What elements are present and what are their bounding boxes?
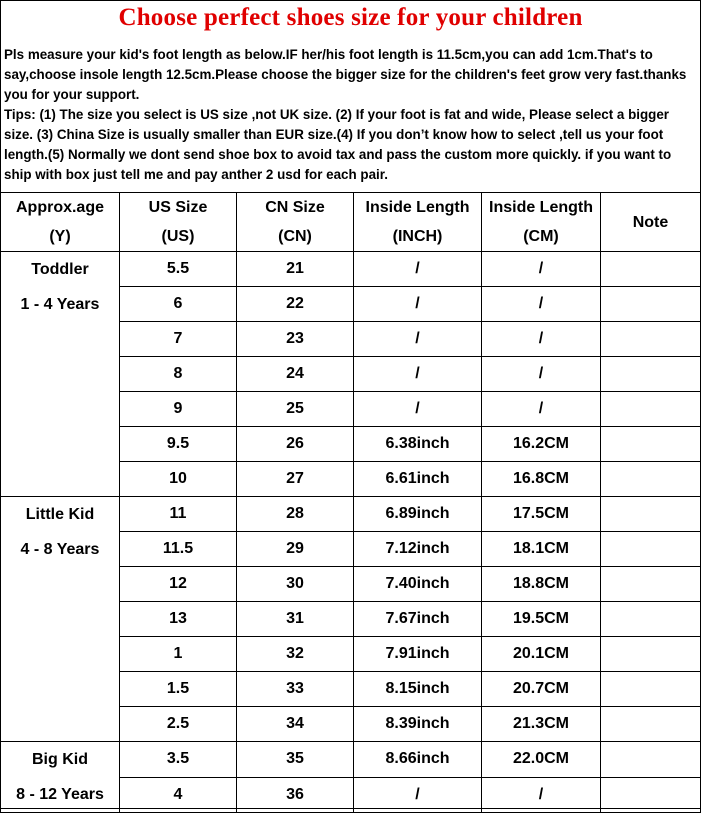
inside-length-inch-cell: 7.67inch (354, 602, 482, 637)
table-row (1, 252, 701, 287)
inside-length-cm-cell: 18.8CM (482, 567, 601, 602)
header-us-size: US Size (US) (120, 193, 237, 252)
inside-length-cm-cell: 20.7CM (482, 672, 601, 707)
inside-length-inch-cell: 8.15inch (354, 672, 482, 707)
note-cell (601, 462, 701, 497)
us-size-cell: 11.5 (120, 532, 237, 567)
cn-size-cell: 22 (237, 287, 354, 322)
us-size-cell: 3.5 (120, 742, 237, 778)
us-size-cell: 1 (120, 637, 237, 672)
age-group-range: 4 - 8 Years (20, 541, 100, 558)
header-cn-size: CN Size (CN) (237, 193, 354, 252)
us-size-cell: 6 (120, 287, 237, 322)
cn-size-cell: 33 (237, 672, 354, 707)
note-cell (601, 322, 701, 357)
inside-length-cm-cell: / (482, 322, 601, 357)
inside-length-cm-cell: / (482, 287, 601, 322)
note-cell (601, 567, 701, 602)
inside-length-cm-cell: 20.1CM (482, 637, 601, 672)
header-inside-length-inch: Inside Length (INCH) (354, 193, 482, 252)
intro-text-block (4, 45, 698, 185)
cn-size-cell: 35 (237, 742, 354, 778)
age-group-cell (1, 497, 120, 742)
size-chart-table (0, 192, 701, 813)
us-size-cell: 9.5 (120, 427, 237, 462)
note-cell (601, 532, 701, 567)
note-cell (601, 252, 701, 287)
inside-length-cm-cell: 17.5CM (482, 497, 601, 532)
table-row (1, 497, 701, 532)
inside-length-cm-cell: 16.2CM (482, 427, 601, 462)
us-size-cell: 1.5 (120, 672, 237, 707)
us-size-cell: 10 (120, 462, 237, 497)
page-title: Choose perfect shoes size for your children (118, 4, 583, 31)
inside-length-inch-cell: 7.12inch (354, 532, 482, 567)
inside-length-inch-cell: 8.66inch (354, 742, 482, 778)
cn-size-cell: 24 (237, 357, 354, 392)
inside-length-cm-cell: 19.5CM (482, 602, 601, 637)
note-cell (601, 287, 701, 322)
age-group-cell (1, 742, 120, 813)
note-cell (601, 742, 701, 778)
cn-size-cell: 31 (237, 602, 354, 637)
cn-size-cell: 21 (237, 252, 354, 287)
inside-length-inch-cell: / (354, 287, 482, 322)
note-cell (601, 637, 701, 672)
age-group-label: Big Kid (32, 751, 88, 768)
cn-size-cell: 26 (237, 427, 354, 462)
measure-instructions: Pls measure your kid's foot length as below.IF her/his foot length is 11.5cm,you can add 1cm.That's to say,choose insole length 12.5cm.Please choose the bigger size for the children's feet grow very fast.thanks you for your support. (4, 47, 687, 102)
us-size-cell: 12 (120, 567, 237, 602)
us-size-cell: 9 (120, 392, 237, 427)
cn-size-cell: 28 (237, 497, 354, 532)
us-size-cell: 5.5 (120, 252, 237, 287)
inside-length-inch-cell: / (354, 357, 482, 392)
size-table-body (1, 252, 701, 813)
inside-length-cm-cell: 16.8CM (482, 462, 601, 497)
inside-length-inch-cell: / (354, 392, 482, 427)
note-cell (601, 392, 701, 427)
note-cell (601, 497, 701, 532)
table-row (1, 742, 701, 778)
inside-length-inch-cell: 6.61inch (354, 462, 482, 497)
note-cell (601, 602, 701, 637)
us-size-cell: 8 (120, 357, 237, 392)
cn-size-cell: 36 (237, 777, 354, 813)
cn-size-cell: 23 (237, 322, 354, 357)
header-note: Note (601, 193, 701, 252)
inside-length-inch-cell: 6.38inch (354, 427, 482, 462)
inside-length-cm-cell: 18.1CM (482, 532, 601, 567)
us-size-cell: 7 (120, 322, 237, 357)
note-cell (601, 672, 701, 707)
us-size-cell: 4 (120, 777, 237, 813)
tips-text: Tips: (1) The size you select is US size ,not UK size. (2) If your foot is fat and wide, Please select a bigger size. (3) China Size is usually smaller than EUR size.(4) If you don’t know how to select ,tell us your foot length.(5) Normally we dont send shoe box to avoid tax and pass the custom more quickly. if you want to ship with box just tell me and pay anther 2 usd for each pair. (4, 107, 672, 182)
header-inside-length-cm: Inside Length (CM) (482, 193, 601, 252)
cn-size-cell: 32 (237, 637, 354, 672)
inside-length-inch-cell: 6.89inch (354, 497, 482, 532)
inside-length-cm-cell: / (482, 252, 601, 287)
inside-length-cm-cell: / (482, 392, 601, 427)
cn-size-cell: 30 (237, 567, 354, 602)
note-cell (601, 777, 701, 813)
cn-size-cell: 25 (237, 392, 354, 427)
us-size-cell: 2.5 (120, 707, 237, 742)
inside-length-cm-cell: / (482, 777, 601, 813)
age-group-label: Little Kid (25, 506, 95, 523)
header-age: Approx.age (Y) (1, 193, 120, 252)
inside-length-inch-cell: / (354, 252, 482, 287)
inside-length-inch-cell: / (354, 322, 482, 357)
note-cell (601, 357, 701, 392)
age-group-cell (1, 252, 120, 497)
inside-length-cm-cell: 22.0CM (482, 742, 601, 778)
inside-length-cm-cell: / (482, 357, 601, 392)
inside-length-inch-cell: 7.40inch (354, 567, 482, 602)
cn-size-cell: 29 (237, 532, 354, 567)
age-group-range: 8 - 12 Years (16, 786, 104, 803)
age-group-label: Toddler (31, 261, 89, 278)
note-cell (601, 427, 701, 462)
cn-size-cell: 34 (237, 707, 354, 742)
inside-length-cm-cell: 21.3CM (482, 707, 601, 742)
header-row (1, 193, 701, 252)
inside-length-inch-cell: / (354, 777, 482, 813)
us-size-cell: 11 (120, 497, 237, 532)
cn-size-cell: 27 (237, 462, 354, 497)
us-size-cell: 13 (120, 602, 237, 637)
inside-length-inch-cell: 8.39inch (354, 707, 482, 742)
age-group-range: 1 - 4 Years (20, 296, 100, 313)
note-cell (601, 707, 701, 742)
inside-length-inch-cell: 7.91inch (354, 637, 482, 672)
